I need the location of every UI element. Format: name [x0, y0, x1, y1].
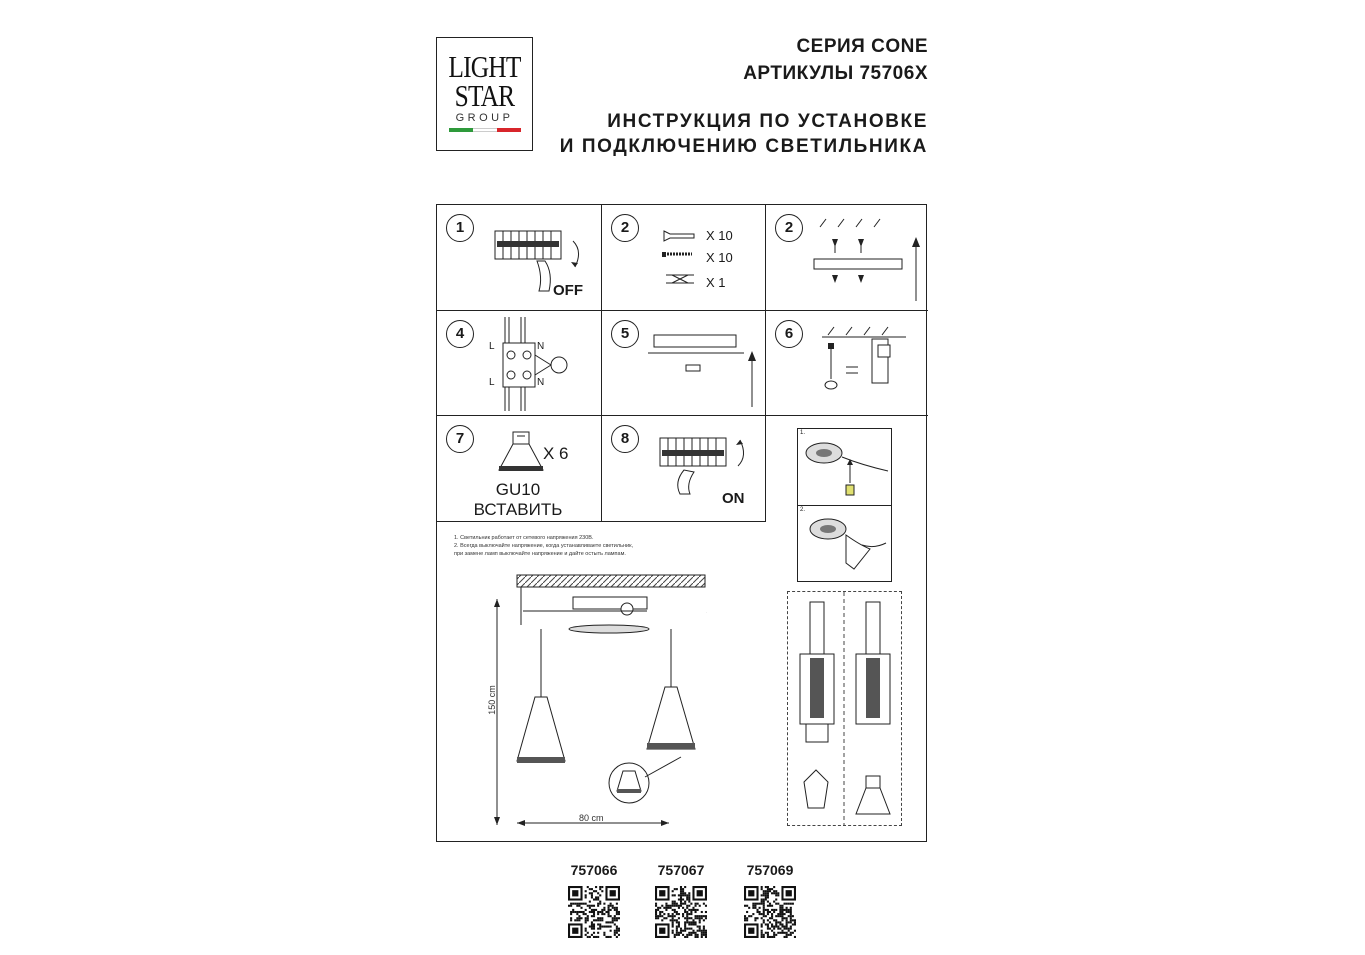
- wire-label: N: [537, 377, 545, 388]
- canopy-mount-icon: [648, 329, 760, 411]
- step-number: 8: [611, 425, 639, 453]
- lamp-holder-detail-inset: [787, 591, 902, 826]
- safety-notes: [454, 534, 633, 558]
- step-4-cell: [437, 311, 602, 416]
- instruction-title-line-2: И ПОДКЛЮЧЕНИЮ СВЕТИЛЬНИКА: [559, 136, 928, 157]
- logo-line-3: GROUP: [455, 112, 514, 124]
- width-dimension: 80 cm: [579, 813, 604, 823]
- article-code: 757067: [657, 862, 705, 878]
- step-2-mount-cell: [766, 205, 928, 311]
- articles-title: АРТИКУЛЫ 75706X: [743, 63, 928, 84]
- step-number: 4: [446, 320, 474, 348]
- wire-label: N: [537, 341, 545, 352]
- article-code: 757069: [746, 862, 794, 878]
- step-6-cell: [766, 311, 928, 416]
- lamp-holder-detail-icon: [788, 592, 901, 825]
- instruction-panel: [436, 204, 927, 842]
- lamp-type: GU10: [495, 480, 541, 499]
- terminal-block-wiring-icon: [499, 317, 571, 411]
- step-number: 2: [775, 214, 803, 242]
- instruction-title-line-1: ИНСТРУКЦИЯ ПО УСТАНОВКЕ: [607, 111, 928, 132]
- note-line: при замене ламп выключайте напряжение и дайте остыть лампам.: [454, 551, 626, 557]
- step-1-cell: [437, 205, 602, 311]
- wire-label: L: [489, 377, 495, 388]
- step-2-parts-cell: [602, 205, 766, 311]
- detail-inset: [797, 428, 892, 582]
- bracket-quantity: X 1: [706, 275, 726, 290]
- off-label: OFF: [553, 282, 583, 299]
- step-number: 2: [611, 214, 639, 242]
- cable-clamp-icon: [822, 325, 922, 407]
- gu10-lamp-icon: [497, 430, 545, 474]
- on-label: ON: [722, 490, 745, 507]
- pendant-assembly-drawing: [477, 571, 707, 833]
- step-5-cell: [602, 311, 766, 416]
- qr-code-icon: [655, 886, 707, 938]
- detail-label: 1.: [800, 430, 806, 436]
- hardware-parts-icon: [660, 227, 704, 291]
- note-line: 2. Всегда выключайте напряжение, когда устанавливаете светильник,: [454, 543, 634, 549]
- qr-code-icon: [744, 886, 796, 938]
- document-header: [560, 33, 928, 159]
- height-dimension: 150 cm: [486, 685, 497, 715]
- step-number: 5: [611, 320, 639, 348]
- logo-line-2: STAR: [454, 78, 515, 113]
- circuit-breaker-on-icon: [654, 432, 764, 512]
- anchor-quantity: X 10: [706, 228, 733, 243]
- screw-quantity: X 10: [706, 250, 733, 265]
- lamp-quantity: X 6: [543, 444, 569, 463]
- insert-lamp-instruction: ВСТАВИТЬ: [473, 500, 563, 519]
- logo-line-1: LIGHT: [448, 49, 521, 84]
- step-8-cell: [602, 416, 766, 522]
- detail-label: 2.: [800, 507, 806, 513]
- canopy-screw-detail-icon: [802, 435, 890, 581]
- step-number: 1: [446, 214, 474, 242]
- ceiling-mount-icon: [812, 217, 924, 305]
- note-line: 1. Светильник работает от сетевого напряжения 230В.: [454, 535, 594, 541]
- wire-label: L: [489, 341, 495, 352]
- step-7-cell: [437, 416, 602, 522]
- article-code: 757066: [570, 862, 618, 878]
- italian-flag-stripe: [449, 128, 521, 132]
- series-title: СЕРИЯ CONE: [796, 36, 928, 57]
- step-number: 6: [775, 320, 803, 348]
- brand-logo: [436, 37, 533, 151]
- qr-code-icon: [568, 886, 620, 938]
- step-number: 7: [446, 425, 474, 453]
